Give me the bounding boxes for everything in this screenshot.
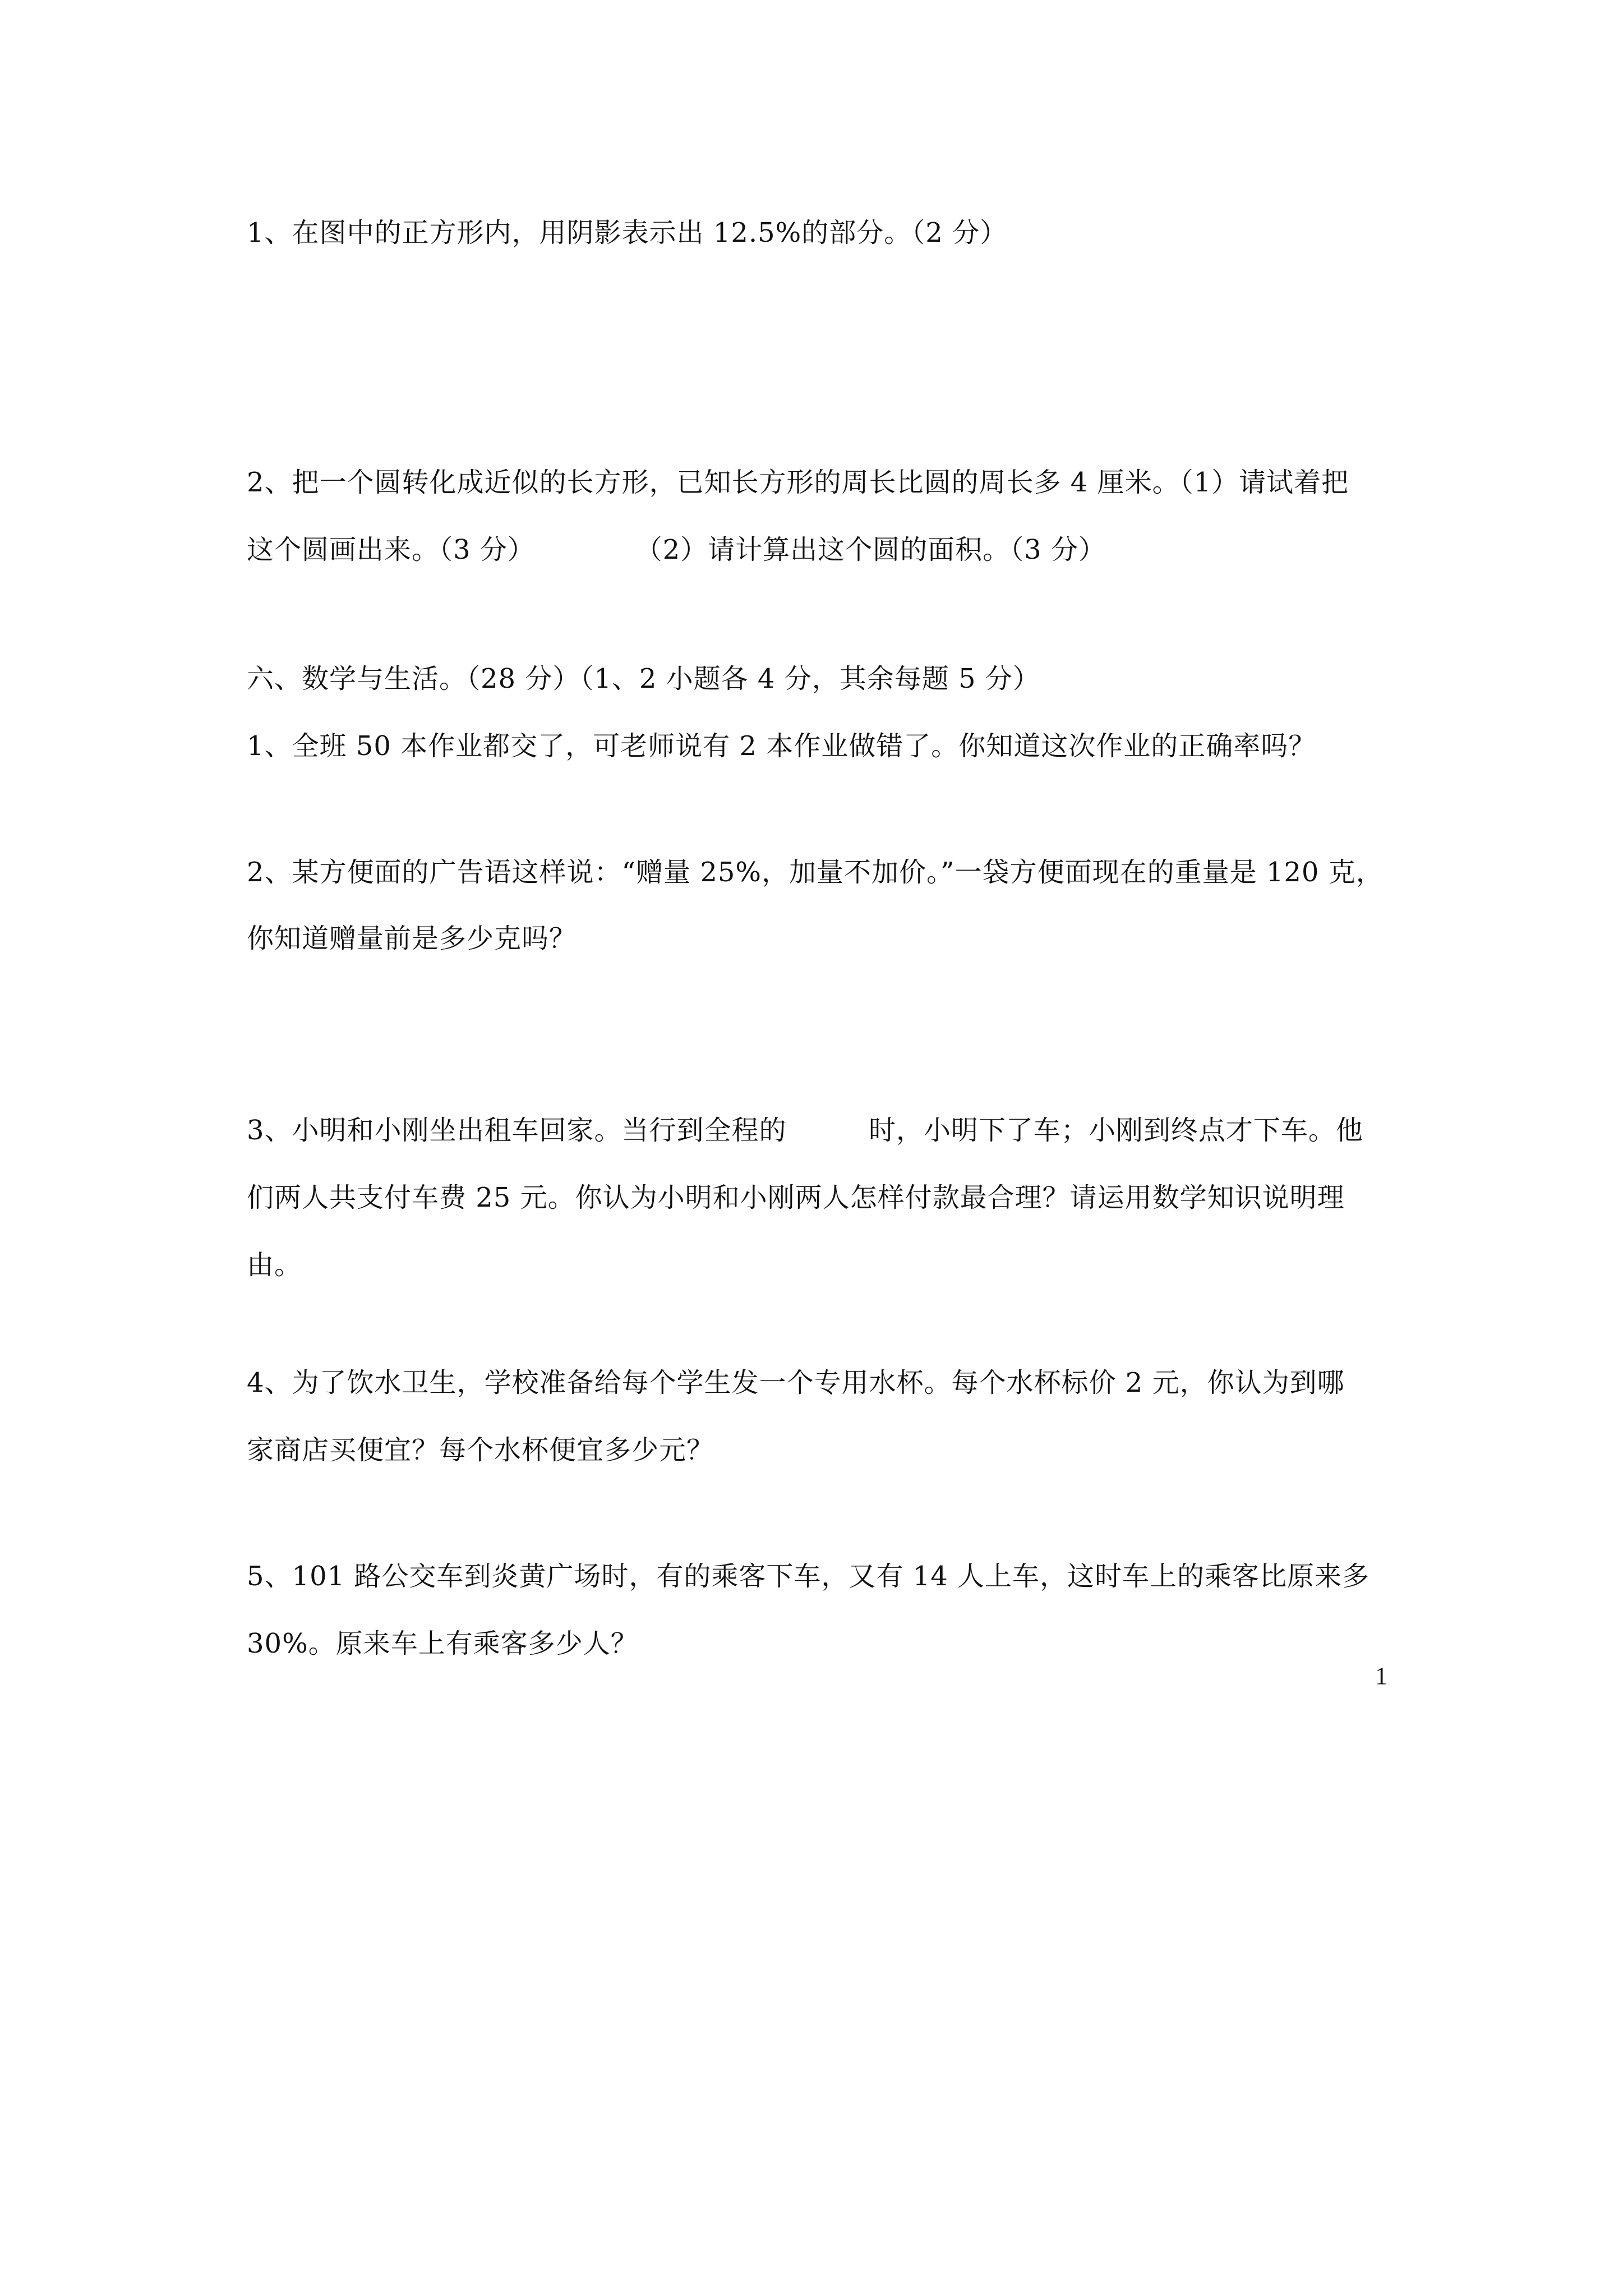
question-6-2-line-2: 你知道赠量前是多少克吗？ bbox=[247, 923, 577, 954]
question-6-1-line-1: 1、全班 50 本作业都交了，可老师说有 2 本作业做错了。你知道这次作业的正确率吗？ bbox=[247, 730, 1316, 762]
question-5-2-line-1: 2、把一个圆转化成近似的长方形，已知长方形的周长比圆的周长多 4 厘米。（1）请试着把 bbox=[247, 467, 1349, 498]
question-6-4-line-2: 家商店买便宜？每个水杯便宜多少元？ bbox=[247, 1434, 714, 1466]
question-6-3-line-1: 3、小明和小刚坐出租车回家。当行到全程的 时，小明下了车；小刚到终点才下车。他 bbox=[247, 1115, 1363, 1146]
question-5-2-line-2: 这个圆画出来。（3 分） （2）请计算出这个圆的面积。（3 分） bbox=[247, 534, 1106, 565]
question-6-5-line-2: 30%。原来车上有乘客多少人？ bbox=[247, 1628, 638, 1659]
question-6-3-line-2: 们两人共支付车费 25 元。你认为小明和小刚两人怎样付款最合理？请运用数学知识说明理 bbox=[247, 1182, 1345, 1213]
page-number: 1 bbox=[1375, 1662, 1387, 1690]
section-6-heading: 六、数学与生活。（28 分）（1、2 小题各 4 分，其余每题 5 分） bbox=[247, 663, 1040, 694]
question-6-2-line-1: 2、某方便面的广告语这样说：“赠量 25%，加量不加价。”一袋方便面现在的重量是 120 克， bbox=[247, 857, 1384, 888]
question-6-5-line-1: 5、101 路公交车到炎黄广场时，有的乘客下车，又有 14 人上车，这时车上的乘客比原来多 bbox=[247, 1561, 1370, 1592]
question-6-4-line-1: 4、为了饮水卫生，学校准备给每个学生发一个专用水杯。每个水杯标价 2 元，你认为到哪 bbox=[247, 1367, 1345, 1398]
question-5-1-line-1: 1、在图中的正方形内，用阴影表示出 12.5%的部分。（2 分） bbox=[247, 217, 1008, 249]
question-6-3-line-3: 由。 bbox=[247, 1249, 302, 1281]
